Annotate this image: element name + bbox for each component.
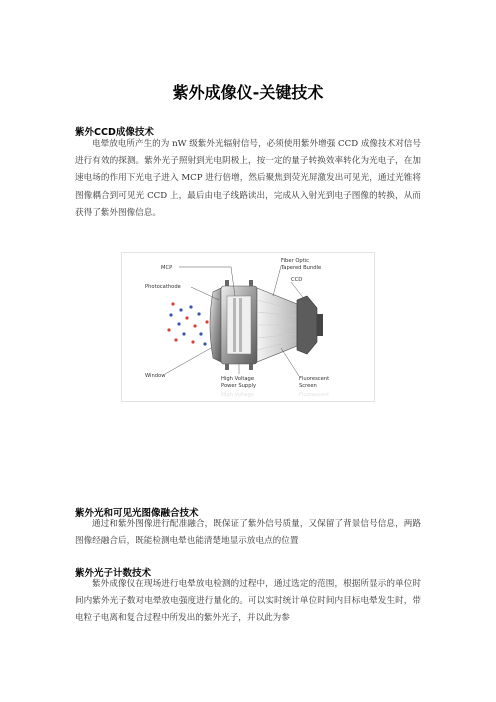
label-high-voltage: High Voltage — [221, 376, 255, 382]
ccd-intensifier-diagram — [121, 252, 375, 402]
tube-housing — [210, 280, 257, 370]
svg-text:High Voltage: High Voltage — [221, 392, 255, 398]
label-tapered-bundle: Tapered Bundle — [281, 265, 322, 271]
page-title: 紫外成像仪-关键技术 — [172, 83, 324, 102]
label-fluorescent: Fluorescent — [299, 376, 330, 382]
section-heading-uv-ccd: 紫外CCD成像技术 — [75, 127, 154, 138]
label-photocathode: Photocathode — [145, 284, 181, 290]
label-mcp: MCP — [161, 265, 173, 271]
label-power-supply: Power Supply — [221, 383, 257, 389]
label-screen: Screen — [299, 383, 317, 389]
section-body-uv-ccd: 电晕放电所产生的为 nW 级紫外光辐射信号，必须使用紫外增强 CCD 成像技术对信号进行有效的探测。紫外光子照射到光电阴极上，按一定的量子转换效率转化为光电子，在加速电场的作用下光电子进入 MCP 进行倍增，然后聚焦到荧光屏激发出可见光，通过光锥将图像耦合到可见光 CCD 上，最后由电子线路读出，完成从入射光到电子图像的转换，从而获得了紫外图像信息。 — [75, 139, 421, 218]
svg-text:Fluorescent: Fluorescent — [299, 392, 330, 398]
section-body-fusion: 通过和紫外图像进行配准融合，既保证了紫外信号质量，又保留了背景信号信息，两路图像经融合后，既能检测电晕也能清楚地显示放电点的位置 — [75, 519, 421, 547]
label-window: Window — [145, 373, 166, 379]
section-heading-fusion: 紫外光和可见光图像融合技术 — [75, 508, 199, 519]
section-heading-photon-count: 紫外光子计数技术 — [75, 568, 152, 579]
section-body-photon-count: 紫外成像仪在现场进行电晕放电检测的过程中，通过选定的范围，根据所显示的单位时间内紫外光子数对电晕放电强度进行量化的。可以实时统计单位时间内目标电晕发生时，带电粒子电离和复合过程中所发出的紫外光子，并以此为参 — [75, 579, 421, 624]
label-fiber-optic: Fiber Optic — [281, 258, 310, 264]
label-ccd: CCD — [291, 277, 303, 283]
